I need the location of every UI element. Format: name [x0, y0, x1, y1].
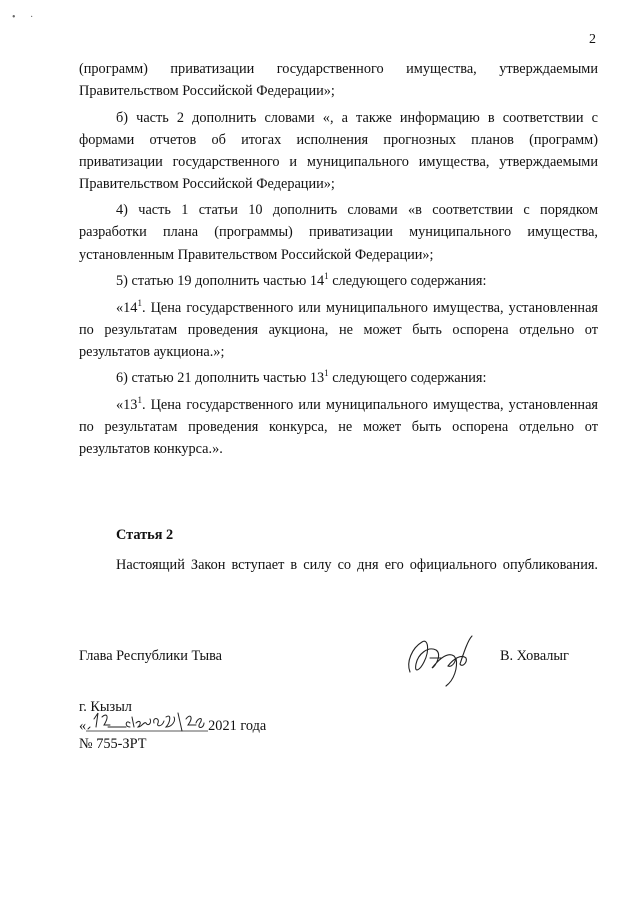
handwritten-signature: [402, 628, 484, 695]
superscript: 1: [137, 297, 142, 308]
superscript: 1: [137, 394, 142, 405]
page-number: 2: [589, 32, 596, 47]
text-segment: . Цена государственного или муниципального имущества, установленная по результатам проведения конкурса, не может быть оспорена отдельно от результатов конкурса.».: [79, 396, 598, 457]
text-segment: 6) статью 21 дополнить частью 13: [116, 370, 325, 387]
scan-artifact: • ·: [12, 12, 40, 23]
paragraph-quote-14-1: [79, 297, 598, 363]
paragraph-quote-13-1: [79, 394, 598, 460]
article-text: [79, 553, 598, 577]
paragraph-item-5: [79, 270, 598, 292]
article-paragraph: Настоящий Закон вступает в силу со дня его официального опубликования.: [116, 557, 598, 573]
text-segment: 5) статью 19 дополнить частью 14: [116, 273, 325, 290]
paragraph-item-6: [79, 367, 598, 389]
text-segment: следующего содержания:: [328, 370, 487, 387]
law-amendments-text: [79, 58, 598, 464]
date-year: 2021 года: [208, 718, 267, 734]
handwritten-date: [86, 717, 208, 733]
paragraph-continuation: (программ) приватизации государственного имущества, утверждаемыми Правительством Российской Федерации»;: [79, 61, 598, 100]
article-heading: Статья 2: [116, 527, 174, 543]
signatory-title: Глава Республики Тыва: [79, 648, 222, 664]
text-segment: «14: [116, 299, 138, 316]
place-of-signing: г. Кызыл: [79, 699, 132, 715]
text-segment: следующего содержания:: [328, 273, 487, 290]
date-line: [79, 717, 266, 735]
signatory-name: В. Ховалыг: [500, 648, 569, 664]
law-number: № 755-ЗРТ: [79, 736, 147, 752]
superscript: 1: [324, 368, 329, 379]
superscript: 1: [324, 271, 329, 282]
paragraph-item-b: б) часть 2 дополнить словами «, а также информацию в соответствии с формами отчетов об итогах исполнения прогнозных планов (программ) приватизации государственного и муниципального имущества, утверждаемыми Правительством Российской Федерации»;: [79, 109, 598, 192]
paragraph-item-4: 4) часть 1 статьи 10 дополнить словами «в соответствии с порядком разработки плана (программы) приватизации муниципального имущества, установленным Правительством Российской Федерации»;: [79, 202, 598, 263]
text-segment: «13: [116, 396, 138, 413]
text-segment: . Цена государственного или муниципального имущества, установленная по результатам проведения аукциона, не может быть оспорена отдельно от результатов аукциона.»;: [79, 299, 598, 360]
date-quote: «: [79, 718, 87, 734]
